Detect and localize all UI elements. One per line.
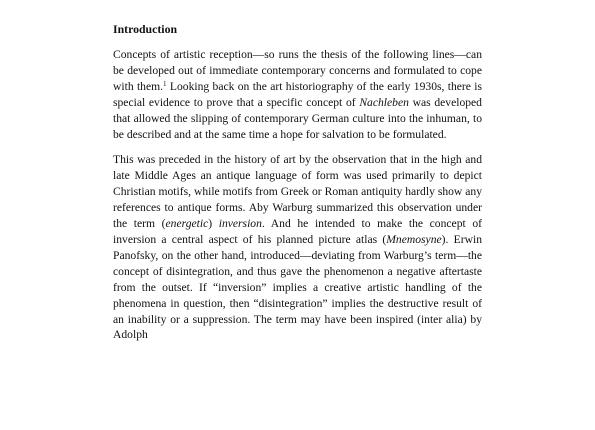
paragraph-2-part-4: ). Erwin Panofsky, on the other hand, introduced—deviating from Warburg’s term—the concept of disintegration, and thus gave the phenomenon a negative aftertaste from the outset. If “inversion” implies a creative artistic handling of the phenomena in question, then “disintegration” implies the destructive result of an inability or a suppression. The term may have been inspired (inter alia) by Adolph (113, 232, 482, 342)
paragraph-2-part-1: This was preceded in the history of art by the observation that in the high and late Middle Ages an antique language of form was used primarily to depict Christian motifs, while motifs from Greek or Roman antiquity hardly show any references to antique forms. Aby Warburg summarized this observation under the term ( (113, 153, 482, 231)
text-column (113, 22, 482, 353)
paragraph-1 (113, 47, 482, 142)
footnote-marker[interactable]: 1 (163, 79, 167, 88)
paragraph-2-part-3: . And he intended to make the concept of inversion a central aspect of his planned picture atlas ( (113, 217, 482, 246)
paragraph-1-sentence-3: was developed that allowed the slipping of contemporary German culture into the inhuman, to be described and at the same time a hope for salvation to be formulated. (113, 95, 482, 141)
term-mnemosyne: Mnemosyne (386, 232, 442, 246)
term-energetic: energetic (165, 217, 209, 231)
paragraph-1-sentence-1: Concepts of artistic reception—so runs the thesis of the following lines—can be developed out of immediate contemporary concerns and formulated to cope with them. (113, 48, 482, 93)
paragraph-2 (113, 152, 482, 343)
term-nachleben: Nachleben (359, 95, 409, 109)
term-inversion: inversion (218, 217, 262, 231)
paragraph-1-sentence-2: Looking back on the art historiography of the early 1930s, there is special evidence to prove that a specific concept of (113, 79, 482, 109)
paragraph-2-part-2: ) (208, 217, 219, 231)
section-heading: Introduction (113, 22, 178, 36)
